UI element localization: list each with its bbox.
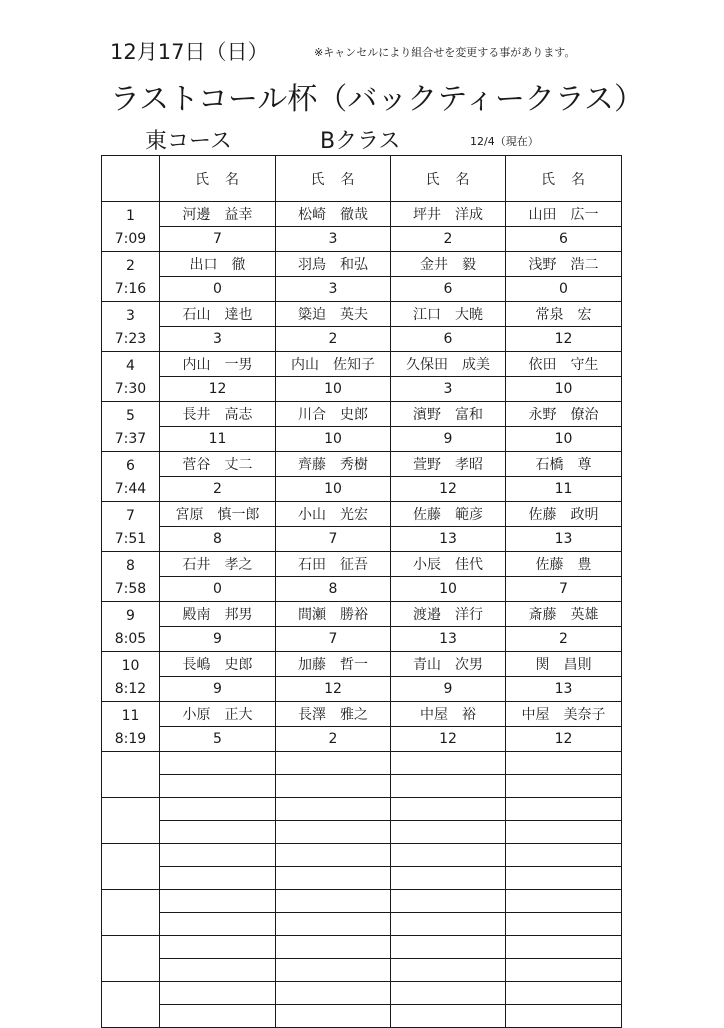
player-name: 石橋 尊 xyxy=(506,452,622,477)
player-handicap: 13 xyxy=(391,627,506,652)
player-handicap: 2 xyxy=(160,477,276,502)
player-handicap: 12 xyxy=(160,377,276,402)
player-handicap: 5 xyxy=(160,727,276,752)
player-name: 石山 達也 xyxy=(160,302,276,327)
player-handicap: 12 xyxy=(506,327,622,352)
empty-cell xyxy=(506,1005,622,1028)
empty-cell xyxy=(160,775,276,798)
empty-group-row xyxy=(102,798,622,821)
class-label: Bクラス xyxy=(320,129,401,154)
tee-time: 7:44 xyxy=(114,481,147,497)
player-name: 佐藤 豊 xyxy=(506,552,622,577)
player-handicap: 11 xyxy=(506,477,622,502)
group-slot-cell xyxy=(102,602,160,652)
player-handicap: 2 xyxy=(276,327,391,352)
empty-cell xyxy=(276,821,391,844)
tee-time: 7:30 xyxy=(114,381,147,397)
group-handicap-row xyxy=(102,427,622,452)
player-name: 齊藤 秀樹 xyxy=(276,452,391,477)
player-name: 羽鳥 和弘 xyxy=(276,252,391,277)
tee-time: 7:37 xyxy=(114,431,147,447)
empty-cell xyxy=(506,936,622,959)
group-number: 5 xyxy=(126,408,135,424)
empty-cell xyxy=(391,936,506,959)
tee-time: 7:09 xyxy=(114,231,147,247)
tee-time: 7:51 xyxy=(114,531,147,547)
group-name-row xyxy=(102,452,622,477)
group-handicap-row xyxy=(102,727,622,752)
player-name: 石田 征吾 xyxy=(276,552,391,577)
empty-cell xyxy=(160,821,276,844)
tee-time: 8:19 xyxy=(114,731,147,747)
empty-cell xyxy=(276,752,391,775)
empty-cell xyxy=(160,913,276,936)
empty-cell xyxy=(276,867,391,890)
player-handicap: 13 xyxy=(506,527,622,552)
empty-cell xyxy=(391,752,506,775)
player-name: 簗迫 英夫 xyxy=(276,302,391,327)
group-slot-cell xyxy=(102,302,160,352)
player-name: 中屋 裕 xyxy=(391,702,506,727)
player-name: 宮原 慎一郎 xyxy=(160,502,276,527)
player-name: 殿南 邦男 xyxy=(160,602,276,627)
empty-slot-cell xyxy=(102,982,160,1028)
group-number: 2 xyxy=(126,258,135,274)
player-name: 出口 徹 xyxy=(160,252,276,277)
player-handicap: 2 xyxy=(391,227,506,252)
empty-group-row xyxy=(102,752,622,775)
player-name: 長澤 雅之 xyxy=(276,702,391,727)
tee-time: 8:12 xyxy=(114,681,147,697)
player-handicap: 12 xyxy=(506,727,622,752)
player-handicap: 13 xyxy=(391,527,506,552)
group-number: 10 xyxy=(121,658,140,674)
empty-cell xyxy=(160,959,276,982)
player-name: 金井 毅 xyxy=(391,252,506,277)
player-handicap: 13 xyxy=(506,677,622,702)
empty-group-row xyxy=(102,867,622,890)
group-number: 1 xyxy=(126,208,135,224)
header-corner-cell xyxy=(102,156,160,202)
empty-slot-cell xyxy=(102,752,160,798)
empty-cell xyxy=(276,775,391,798)
empty-cell xyxy=(506,867,622,890)
empty-group-row xyxy=(102,982,622,1005)
empty-cell xyxy=(506,982,622,1005)
group-number: 3 xyxy=(126,308,135,324)
group-name-row xyxy=(102,302,622,327)
empty-group-row xyxy=(102,844,622,867)
group-name-row xyxy=(102,252,622,277)
empty-group-row xyxy=(102,1005,622,1028)
player-handicap: 9 xyxy=(391,677,506,702)
tee-time: 8:05 xyxy=(114,631,147,647)
empty-cell xyxy=(391,844,506,867)
player-handicap: 8 xyxy=(160,527,276,552)
player-handicap: 7 xyxy=(160,227,276,252)
player-name: 小山 光宏 xyxy=(276,502,391,527)
player-name: 坪井 洋成 xyxy=(391,202,506,227)
empty-cell xyxy=(391,959,506,982)
empty-cell xyxy=(160,798,276,821)
player-handicap: 0 xyxy=(160,277,276,302)
player-name: 小原 正大 xyxy=(160,702,276,727)
group-slot-cell xyxy=(102,502,160,552)
player-handicap: 3 xyxy=(391,377,506,402)
player-handicap: 8 xyxy=(276,577,391,602)
empty-cell xyxy=(276,936,391,959)
group-slot-cell xyxy=(102,552,160,602)
player-name: 菅谷 丈二 xyxy=(160,452,276,477)
group-name-row xyxy=(102,602,622,627)
empty-cell xyxy=(391,982,506,1005)
group-name-row xyxy=(102,502,622,527)
group-number: 9 xyxy=(126,608,135,624)
player-name: 内山 一男 xyxy=(160,352,276,377)
name-column-header: 氏 名 xyxy=(160,156,276,202)
player-name: 川合 史郎 xyxy=(276,402,391,427)
player-name: 斎藤 英雄 xyxy=(506,602,622,627)
player-handicap: 9 xyxy=(160,677,276,702)
empty-cell xyxy=(160,867,276,890)
player-name: 萱野 孝昭 xyxy=(391,452,506,477)
player-name: 渡邉 洋行 xyxy=(391,602,506,627)
player-handicap: 7 xyxy=(276,627,391,652)
player-handicap: 6 xyxy=(391,327,506,352)
group-name-row xyxy=(102,652,622,677)
player-name: 佐藤 範彦 xyxy=(391,502,506,527)
empty-cell xyxy=(506,798,622,821)
empty-cell xyxy=(506,890,622,913)
name-column-header: 氏 名 xyxy=(506,156,622,202)
player-handicap: 10 xyxy=(391,577,506,602)
group-number: 11 xyxy=(121,708,140,724)
player-handicap: 0 xyxy=(506,277,622,302)
player-name: 佐藤 政明 xyxy=(506,502,622,527)
empty-slot-cell xyxy=(102,844,160,890)
group-name-row xyxy=(102,552,622,577)
empty-cell xyxy=(160,936,276,959)
player-handicap: 2 xyxy=(276,727,391,752)
player-name: 松崎 徹哉 xyxy=(276,202,391,227)
tee-time: 7:58 xyxy=(114,581,147,597)
player-name: 常泉 宏 xyxy=(506,302,622,327)
player-name: 江口 大暁 xyxy=(391,302,506,327)
group-name-row xyxy=(102,702,622,727)
player-name: 石井 孝之 xyxy=(160,552,276,577)
player-name: 河邊 益幸 xyxy=(160,202,276,227)
empty-cell xyxy=(276,982,391,1005)
player-handicap: 10 xyxy=(276,427,391,452)
empty-cell xyxy=(276,959,391,982)
group-handicap-row xyxy=(102,577,622,602)
player-handicap: 12 xyxy=(391,477,506,502)
group-slot-cell xyxy=(102,702,160,752)
player-handicap: 9 xyxy=(391,427,506,452)
empty-group-row xyxy=(102,821,622,844)
player-name: 関 昌則 xyxy=(506,652,622,677)
empty-group-row xyxy=(102,775,622,798)
event-date: 12月17日（日） xyxy=(110,40,269,64)
group-handicap-row xyxy=(102,327,622,352)
group-number: 7 xyxy=(126,508,135,524)
empty-slot-cell xyxy=(102,936,160,982)
empty-cell xyxy=(160,752,276,775)
empty-cell xyxy=(391,867,506,890)
player-handicap: 7 xyxy=(506,577,622,602)
group-slot-cell xyxy=(102,452,160,502)
player-name: 加藤 哲一 xyxy=(276,652,391,677)
group-number: 8 xyxy=(126,558,135,574)
player-handicap: 11 xyxy=(160,427,276,452)
group-slot-cell xyxy=(102,252,160,302)
empty-cell xyxy=(506,913,622,936)
player-handicap: 7 xyxy=(276,527,391,552)
player-handicap: 3 xyxy=(276,277,391,302)
empty-cell xyxy=(506,752,622,775)
group-handicap-row xyxy=(102,677,622,702)
empty-cell xyxy=(160,982,276,1005)
pairing-table xyxy=(101,155,622,1028)
empty-cell xyxy=(391,821,506,844)
empty-cell xyxy=(276,798,391,821)
empty-cell xyxy=(506,959,622,982)
empty-cell xyxy=(391,775,506,798)
player-handicap: 12 xyxy=(391,727,506,752)
empty-cell xyxy=(506,821,622,844)
group-slot-cell xyxy=(102,402,160,452)
empty-group-row xyxy=(102,936,622,959)
player-name: 間瀬 勝裕 xyxy=(276,602,391,627)
group-handicap-row xyxy=(102,377,622,402)
empty-slot-cell xyxy=(102,798,160,844)
tournament-title: ラストコール杯（バックティークラス） xyxy=(110,82,644,117)
header-row xyxy=(102,156,622,202)
empty-group-row xyxy=(102,913,622,936)
group-handicap-row xyxy=(102,477,622,502)
group-handicap-row xyxy=(102,277,622,302)
empty-cell xyxy=(276,844,391,867)
empty-cell xyxy=(391,890,506,913)
empty-cell xyxy=(276,913,391,936)
course-label: 東コース xyxy=(145,129,232,154)
player-handicap: 10 xyxy=(506,427,622,452)
empty-cell xyxy=(276,1005,391,1028)
player-handicap: 9 xyxy=(160,627,276,652)
player-handicap: 3 xyxy=(160,327,276,352)
player-handicap: 10 xyxy=(276,377,391,402)
empty-cell xyxy=(506,844,622,867)
empty-cell xyxy=(391,798,506,821)
cancellation-notice: ※キャンセルにより組合せを変更する事があります。 xyxy=(314,46,576,59)
tee-time: 7:16 xyxy=(114,281,147,297)
player-name: 浅野 浩二 xyxy=(506,252,622,277)
name-column-header: 氏 名 xyxy=(276,156,391,202)
player-name: 永野 僚治 xyxy=(506,402,622,427)
group-name-row xyxy=(102,352,622,377)
name-column-header: 氏 名 xyxy=(391,156,506,202)
empty-cell xyxy=(506,775,622,798)
player-handicap: 3 xyxy=(276,227,391,252)
group-slot-cell xyxy=(102,652,160,702)
empty-cell xyxy=(276,890,391,913)
player-handicap: 12 xyxy=(276,677,391,702)
empty-cell xyxy=(391,1005,506,1028)
player-name: 久保田 成美 xyxy=(391,352,506,377)
empty-group-row xyxy=(102,959,622,982)
player-name: 青山 次男 xyxy=(391,652,506,677)
player-handicap: 10 xyxy=(276,477,391,502)
empty-cell xyxy=(160,890,276,913)
player-name: 内山 佐知子 xyxy=(276,352,391,377)
group-handicap-row xyxy=(102,627,622,652)
player-name: 濱野 富和 xyxy=(391,402,506,427)
group-handicap-row xyxy=(102,227,622,252)
group-number: 4 xyxy=(126,358,135,374)
tee-time: 7:23 xyxy=(114,331,147,347)
player-name: 小辰 佳代 xyxy=(391,552,506,577)
player-handicap: 6 xyxy=(391,277,506,302)
player-name: 長井 高志 xyxy=(160,402,276,427)
empty-group-row xyxy=(102,890,622,913)
player-name: 長嶋 史郎 xyxy=(160,652,276,677)
player-name: 山田 広一 xyxy=(506,202,622,227)
player-handicap: 2 xyxy=(506,627,622,652)
player-handicap: 6 xyxy=(506,227,622,252)
empty-cell xyxy=(160,1005,276,1028)
player-name: 依田 守生 xyxy=(506,352,622,377)
group-slot-cell xyxy=(102,202,160,252)
player-handicap: 10 xyxy=(506,377,622,402)
group-name-row xyxy=(102,202,622,227)
empty-slot-cell xyxy=(102,890,160,936)
player-name: 中屋 美奈子 xyxy=(506,702,622,727)
group-name-row xyxy=(102,402,622,427)
group-number: 6 xyxy=(126,458,135,474)
group-slot-cell xyxy=(102,352,160,402)
empty-cell xyxy=(160,844,276,867)
group-handicap-row xyxy=(102,527,622,552)
empty-cell xyxy=(391,913,506,936)
as-of-date: 12/4（現在） xyxy=(470,135,539,148)
player-handicap: 0 xyxy=(160,577,276,602)
